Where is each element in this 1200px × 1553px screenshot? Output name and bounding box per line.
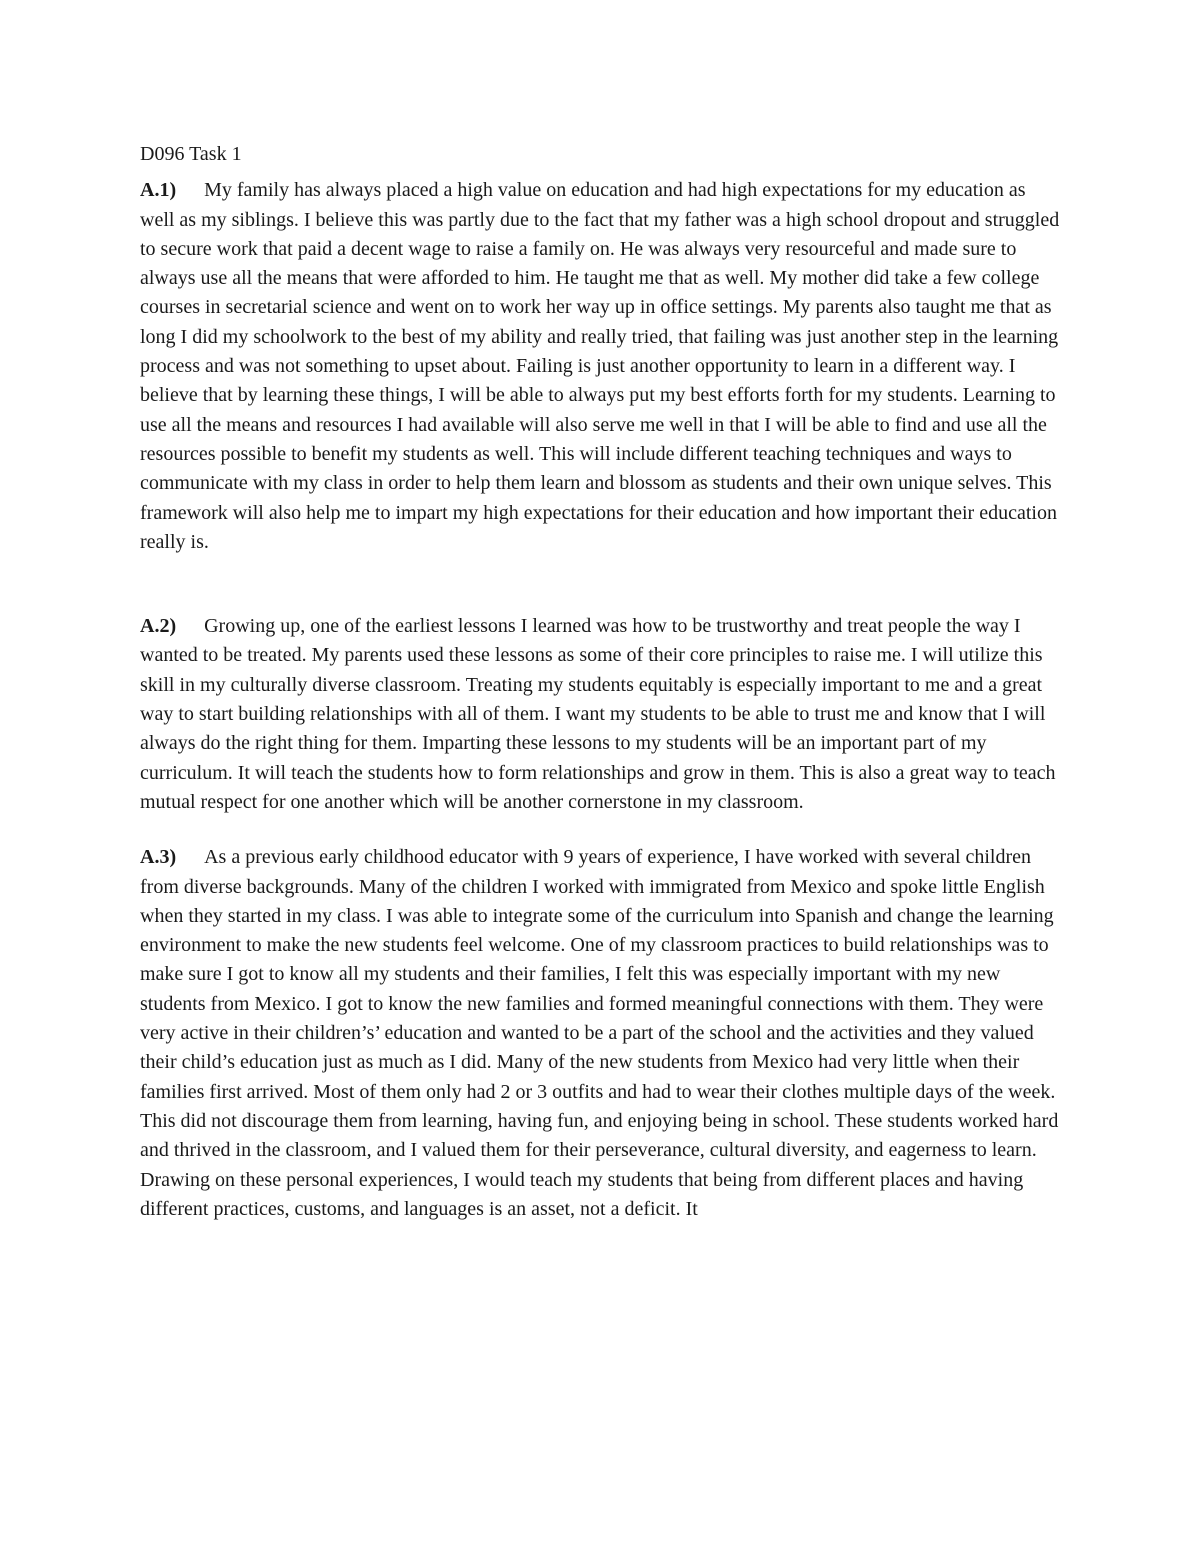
- section-text: As a previous early childhood educator with 9 years of experience, I have worked with several children from diverse backgrounds. Many of the children I worked with immigrated from Mexico and spoke little English when they started in my class. I was able to integrate some of the curriculum into Spanish and change the learning environment to make the new students feel welcome. One of my classroom practices to build relationships was to make sure I got to know all my students and their families, I felt this was especially important with my new students from Mexico. I got to know the new families and formed meaningful connections with them. They were very active in their children’s’ education and wanted to be a part of the school and the activities and they valued their child’s education just as much as I did. Many of the new students from Mexico had very little when their families first arrived. Most of them only had 2 or 3 outfits and had to wear their clothes multiple days of the week. This did not discourage them from learning, having fun, and enjoying being in school. These students worked hard and thrived in the classroom, and I valued them for their perseverance, cultural diversity, and eagerness to learn. Drawing on these personal experiences, I would teach my students that being from different places and having different practices, customs, and languages is an asset, not a deficit. It: [140, 846, 1059, 1220]
- section-text: Growing up, one of the earliest lessons I learned was how to be trustworthy and treat people the way I wanted to be treated. My parents used these lessons as some of their core principles to raise me. I will utilize this skill in my culturally diverse classroom. Treating my students equitably is especially important to me and a great way to start building relationships with all of them. I want my students to be able to trust me and know that I will always do the right thing for them. Imparting these lessons to my students will be an important part of my curriculum. It will teach the students how to form relationships and grow in them. This is also a great way to teach mutual respect for one another which will be another cornerstone in my classroom.: [140, 615, 1056, 813]
- document-title: D096 Task 1: [140, 143, 242, 165]
- section-a1: [140, 176, 1060, 557]
- section-a3: [140, 843, 1060, 1224]
- paragraph-spacer: [140, 557, 1060, 612]
- paragraph-spacer: [140, 817, 1060, 843]
- section-text: My family has always placed a high value on education and had high expectations for my education as well as my siblings. I believe this was partly due to the fact that my father was a high school dropout and struggled to secure work that paid a decent wage to raise a family on. He was always very resourceful and made sure to always use all the means that were afforded to him. He taught me that as well. My mother did take a few college courses in secretarial science and went on to work her way up in office settings. My parents also taught me that as long I did my schoolwork to the best of my ability and really tried, that failing was just another step in the learning process and was not something to upset about. Failing is just another opportunity to learn in a different way. I believe that by learning these things, I will be able to always put my best efforts forth for my students. Learning to use all the means and resources I had available will also serve me well in that I will be able to find and use all the resources possible to benefit my students as well. This will include different teaching techniques and ways to communicate with my class in order to help them learn and blossom as students and their own unique selves. This framework will also help me to impart my high expectations for their education and how important their education really is.: [140, 179, 1060, 553]
- section-label: A.2): [140, 615, 177, 638]
- section-a2: [140, 612, 1060, 817]
- section-label: A.1): [140, 179, 177, 202]
- document-body: [140, 140, 1060, 1224]
- section-label: A.3): [140, 846, 177, 869]
